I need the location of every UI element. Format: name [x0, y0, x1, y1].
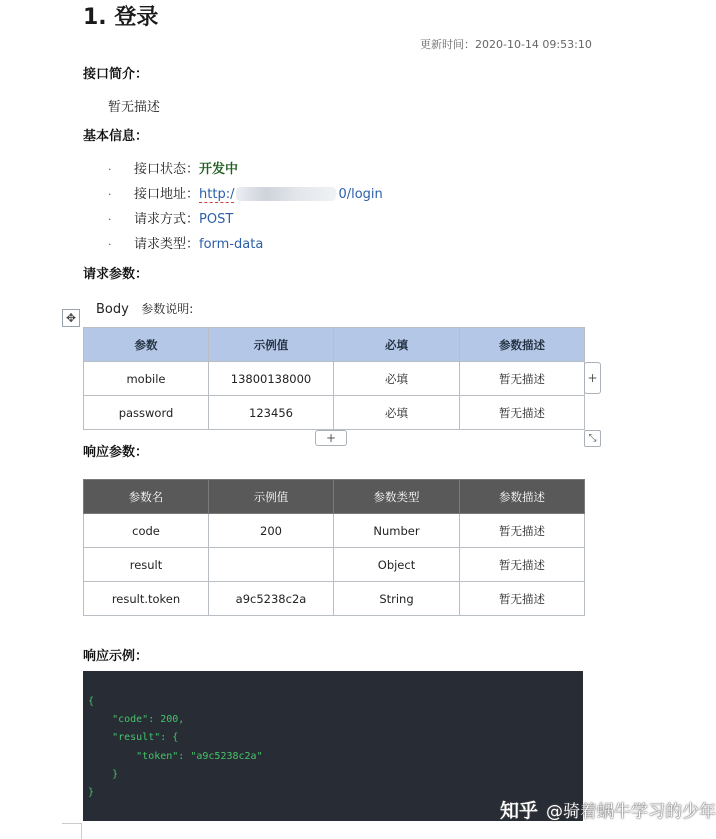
bullet-icon: · [108, 162, 112, 176]
table-cell[interactable]: mobile [84, 362, 209, 396]
watermark-brand: 知乎 [500, 800, 539, 822]
list-item [108, 182, 383, 207]
content-type-value: form-data [199, 236, 264, 252]
resize-diagonal-icon[interactable]: ⤡ [584, 430, 601, 447]
table-cell[interactable]: Object [334, 548, 460, 582]
list-item [108, 157, 383, 182]
body-desc: 参数说明: [141, 302, 194, 316]
header-cell: 参数 [84, 328, 209, 362]
header-cell: 参数描述 [460, 328, 585, 362]
response-example-code[interactable]: { "code": 200, "result": { "token": "a9c5238c2a" } } [83, 671, 583, 821]
list-item [108, 232, 383, 257]
table-row [84, 582, 585, 616]
table-cell[interactable]: result [84, 548, 209, 582]
header-cell: 参数类型 [334, 480, 460, 514]
page-corner-marker [62, 823, 82, 839]
table-row [84, 362, 585, 396]
updated-timestamp: 更新时间：2020-10-14 09:53:10 [420, 38, 592, 51]
response-params-table [83, 479, 585, 616]
table-cell[interactable]: 暂无描述 [460, 514, 585, 548]
status-label: 接口状态： [134, 161, 200, 177]
response-params-heading: 响应参数： [83, 445, 149, 460]
url-label: 接口地址： [134, 186, 200, 202]
url-link[interactable] [199, 186, 383, 204]
basic-info-list [108, 157, 383, 257]
method-value: POST [199, 211, 234, 227]
add-row-plus-icon[interactable]: + [315, 430, 347, 446]
method-label: 请求方式： [134, 211, 200, 227]
list-item [108, 207, 383, 232]
table-cell[interactable]: result.token [84, 582, 209, 616]
response-example-heading: 响应示例： [83, 649, 149, 664]
intro-text: 暂无描述 [108, 100, 161, 115]
table-cell[interactable]: 暂无描述 [460, 548, 585, 582]
add-column-plus-icon[interactable]: + [584, 362, 601, 394]
body-label-line [96, 300, 193, 317]
table-cell[interactable]: code [84, 514, 209, 548]
request-params-table [83, 327, 585, 430]
table-cell[interactable]: 必填 [334, 396, 460, 430]
table-cell[interactable]: password [84, 396, 209, 430]
header-cell: 示例值 [209, 328, 334, 362]
bullet-icon: · [108, 237, 112, 251]
bullet-icon: · [108, 212, 112, 226]
request-params-heading: 请求参数： [83, 267, 149, 282]
basic-info-heading: 基本信息： [83, 129, 149, 144]
table-cell[interactable]: 200 [209, 514, 334, 548]
table-header-row [84, 328, 585, 362]
table-cell[interactable]: String [334, 582, 460, 616]
table-cell[interactable]: a9c5238c2a [209, 582, 334, 616]
table-cell[interactable]: 暂无描述 [460, 396, 585, 430]
table-cell[interactable] [209, 548, 334, 582]
move-arrows-icon[interactable]: ✥ [62, 309, 80, 327]
table-cell[interactable]: 暂无描述 [460, 582, 585, 616]
header-cell: 必填 [334, 328, 460, 362]
intro-heading: 接口简介： [83, 67, 149, 82]
bullet-icon: · [108, 187, 112, 201]
table-cell[interactable]: 暂无描述 [460, 362, 585, 396]
body-label: Body [96, 302, 129, 317]
table-cell[interactable]: 必填 [334, 362, 460, 396]
table-row [84, 396, 585, 430]
header-cell: 参数描述 [460, 480, 585, 514]
header-cell: 参数名 [84, 480, 209, 514]
url-suffix: 0/login [338, 186, 383, 202]
watermark-author: @骑着蜗牛学习的少年 [546, 802, 716, 822]
table-cell[interactable]: Number [334, 514, 460, 548]
table-row [84, 514, 585, 548]
header-cell: 示例值 [209, 480, 334, 514]
redacted-blur [236, 187, 336, 201]
url-prefix: http:/ [199, 186, 235, 202]
table-header-row [84, 480, 585, 514]
table-cell[interactable]: 123456 [209, 396, 334, 430]
status-value: 开发中 [199, 161, 239, 177]
page-title: 1. 登录 [83, 5, 159, 30]
table-cell[interactable]: 13800138000 [209, 362, 334, 396]
content-type-label: 请求类型： [134, 236, 200, 252]
table-row [84, 548, 585, 582]
watermark [500, 796, 716, 823]
